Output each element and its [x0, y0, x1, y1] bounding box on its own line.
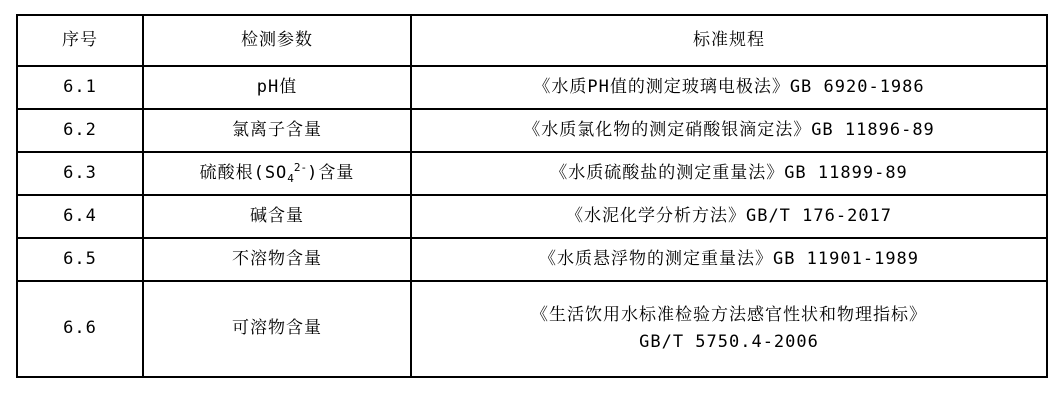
detection-standards-table	[16, 14, 1048, 378]
param-text: 硫酸根(SO	[199, 162, 288, 183]
table-body	[17, 66, 1047, 377]
cell-param: 碱含量	[143, 195, 411, 238]
table-header	[17, 15, 1047, 66]
table-row	[17, 195, 1047, 238]
cell-standard: 《水质硫酸盐的测定重量法》GB 11899-89	[411, 152, 1047, 195]
cell-standard: 《水泥化学分析方法》GB/T 176-2017	[411, 195, 1047, 238]
cell-param: pH值	[143, 66, 411, 109]
table-row	[17, 109, 1047, 152]
chem-subscript: 4	[287, 171, 294, 185]
cell-param: 不溶物含量	[143, 238, 411, 281]
standard-line-2: GB/T 5750.4-2006	[639, 332, 819, 352]
cell-no: 6.4	[17, 195, 143, 238]
cell-no: 6.3	[17, 152, 143, 195]
cell-no: 6.1	[17, 66, 143, 109]
table-container	[16, 14, 1048, 378]
table-row	[17, 152, 1047, 195]
cell-param: 可溶物含量	[143, 281, 411, 377]
param-text: )含量	[307, 162, 355, 183]
table-row	[17, 238, 1047, 281]
table-row	[17, 281, 1047, 377]
standard-line-1: 《生活饮用水标准检验方法感官性状和物理指标》	[531, 305, 927, 325]
cell-no: 6.2	[17, 109, 143, 152]
cell-standard: 《水质PH值的测定玻璃电极法》GB 6920-1986	[411, 66, 1047, 109]
header-cell-param: 检测参数	[143, 15, 411, 66]
cell-standard: 《水质悬浮物的测定重量法》GB 11901-1989	[411, 238, 1047, 281]
cell-no: 6.6	[17, 281, 143, 377]
chem-superscript: 2-	[293, 160, 308, 174]
table-row	[17, 66, 1047, 109]
cell-no: 6.5	[17, 238, 143, 281]
cell-param	[143, 152, 411, 195]
cell-standard: 《水质氯化物的测定硝酸银滴定法》GB 11896-89	[411, 109, 1047, 152]
header-cell-standard: 标准规程	[411, 15, 1047, 66]
header-row	[17, 15, 1047, 66]
header-cell-no: 序号	[17, 15, 143, 66]
cell-standard	[411, 281, 1047, 377]
cell-param: 氯离子含量	[143, 109, 411, 152]
